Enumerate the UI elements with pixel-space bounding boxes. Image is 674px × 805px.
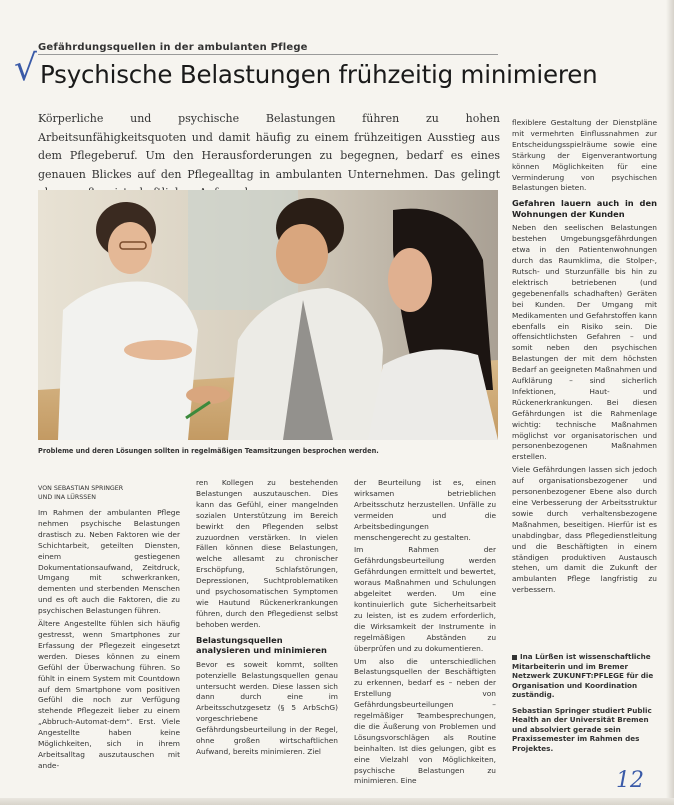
photo-caption: Probleme und deren Lösungen sollten in regelmäßigen Teamsitzungen besprochen werden. [38, 447, 379, 455]
paragraph: der Beurteilung ist es, einen wirksamen betrieblichen Arbeitsschutz herzustellen. Unfälle zu vermeiden und die Arbeitsbedingungen menschengerecht zu gestalten. [354, 478, 496, 542]
photo-illustration [38, 190, 498, 440]
column-2 [196, 478, 338, 760]
paragraph: Im Rahmen der Gefährdungsbeurteilung werden Gefährdungen ermittelt und bewertet, woraus Maßnahmen und Schulungen abgeleitet werden. Um eine kontinuierlich gute Sicherheitsarbeit zu leisten, ist es zudem erforderlich, die Wirksamkeit der Instrumente in regelmäßigen Abständen zu überprüfen und zu dokumentieren. [354, 545, 496, 653]
author-line-2: UND INA LÜRSSEN [38, 494, 96, 501]
bio-entry [512, 652, 657, 700]
scan-bottom-edge [0, 798, 674, 805]
check-mark-icon: √ [14, 48, 37, 89]
paragraph: Im Rahmen der ambulanten Pflege nehmen psychische Belastungen drastisch zu. Neben Faktoren wie der Schichtarbeit, geteilten Diensten, einem gestiegenen Dokumentationsaufwand, Zeitdruck, Umgang mit schwerkranken, dementen und sterbenden Menschen und es oft auch die Faktoren, die zu psychischen Belastungen führen. [38, 508, 180, 616]
paragraph: Viele Gefährdungen lassen sich jedoch auf organisationsbezogener und personenbezogener Ebene also durch eine Verbesserung der Arbeitsstruktur sowie durch verhaltensbezogene Maßnahmen, beseitigen. Hierfür ist es unabdingbar, dass Pflegedienstleitung und die Beschäftigten in einem ständigen produktiven Austausch stehen, um damit die Zukunft der ambulanten Pflege langfristig zu verbessern. [512, 465, 657, 595]
author-bios [512, 652, 657, 759]
kicker-rule [38, 54, 498, 55]
subheading: Gefahren lauern auch in den Wohnungen der Kunden [512, 198, 657, 219]
lead-paragraph: Körperliche und psychische Belastungen führen zu hohen Arbeitsunfähigkeitsquoten und damit häufig zu einem frühzeitigen Ausstieg aus dem Pflegeberuf. Um den Herausforderungen zu begegnen, bedarf es eines genauen Blickes auf den Pflegealltag in ambulanten Unternehmen. Das gelingt [38, 112, 500, 181]
author-byline [38, 484, 178, 502]
paragraph: ren Kollegen zu bestehenden Belastungen auszutauschen. Dies kann das Gefühl, einer mangelnden sozialen Unterstützung im Bereich bewirkt den Pflegenden selbst zuzuordnen verstärken. In vielen Fällen können diese Belastungen, welche allesamt zu chronischer Erschöpfung, Schlafstörungen, Depressionen, Suchtproblematiken und psychosomatischen Symptomen wie Hautund Rückenerkrankungen führen, durch den Pflegedienst selbst behoben werden. [196, 478, 338, 629]
team-meeting-photo [38, 190, 498, 440]
column-3 [354, 478, 496, 789]
kicker: Gefährdungsquellen in der ambulanten Pflege [38, 42, 308, 53]
paragraph: Ältere Angestellte fühlen sich häufig gestresst, wenn Smartphones zur Erfassung der Pflegezeit eingesetzt werden. Dieses können zu einem Gefühl der Überwachung führen. So fühlt in einem System mit Countdown auf dem Smartphone vom positiven Gefühl die noch zur Verfügung stehende Pflegezeit lieber zu einem „Abbruch-Automat-dem“. Erst. Viele Angestellte haben keine Möglichkeiten, sich in ihrem Arbeitsalltag auszutauschen mit ande- [38, 619, 180, 770]
bio-text: Ina Lürßen ist wissenschaftliche Mitarbeiterin und im Bremer Netzwerk ZUKUNFT:PFLEGE für die Organisation und Koordination zuständig. [512, 652, 654, 699]
bio-entry [512, 706, 657, 754]
paragraph: Bevor es soweit kommt, sollten potenzielle Belastungsquellen genau untersucht werden. Diese lassen sich dann durch eine im Arbeitsschutzgesetz (§ 5 ArbSchG) vorgeschriebene Gefährdungsbeurteilung in der Regel, ohne großen wirtschaftlichen Aufwand, bereits minimieren. Ziel [196, 659, 338, 756]
paragraph: flexiblere Gestaltung der Dienstpläne mit vermehrten Einflussnahmen zur Entscheidungsspielräume sowie eine Stärkung der Eigenverantwortung können Möglichkeiten für eine Verminderung von psychischen Belastungen bieten. [512, 118, 657, 193]
subheading: Belastungsquellen analysieren und minimieren [196, 634, 327, 656]
column-1 [38, 508, 180, 774]
column-4 [512, 118, 657, 598]
handwritten-page-number: 12 [616, 768, 644, 793]
page-edge-shadow [666, 0, 674, 805]
paragraph: Neben den seelischen Belastungen bestehen Umgebungsgefährdungen etwa in den Patientenwohnungen durch das Raumklima, die Stolper-, Rutsch- und Sturzunfälle bis hin zu elektrisch betriebenen (und gegebenenfalls schadhaften) Geräten bei Kunden. Der Umgang mit Medikamenten und Gefahrstoffen kann ebenfalls ein Risiko sein. Die offensichtlichsten Gefahren – und somit neben den psychischen Belastungen der mit dem höchsten Bedarf an geeigneten Maßnahmen und Aufklärung – sind sicherlich Infektionen, Haut- und Rückenerkrankungen. Bei diesen Gefährdungen ist die Rahmenlage wichtig: technische Maßnahmen möglichst vor organisatorischen und personenbezogenen Maßnahmen erstellen. [512, 223, 657, 462]
page-title: Psychische Belastungen frühzeitig minimieren [40, 60, 598, 89]
square-bullet-icon [512, 655, 517, 660]
author-line-1: VON SEBASTIAN SPRINGER [38, 485, 124, 492]
paragraph: Um also die unterschiedlichen Belastungsquellen der Beschäftigten zu erkennen, bedarf es – neben der Erstellung von Gefährdungsbeurteilungen – regelmäßiger Teambesprechungen, die die Äußerung von Problemen und Lösungsvorschlägen als Routine beinhalten. Ist dies gelungen, gibt es eine Vielzahl von Möglichkeiten, psychische Belastungen zu minimieren. Eine [354, 656, 496, 786]
bio-text: Sebastian Springer studiert Public Health an der Universität Bremen und absolviert gerade sein Praxissemester im Rahmen des Projektes. [512, 705, 652, 753]
